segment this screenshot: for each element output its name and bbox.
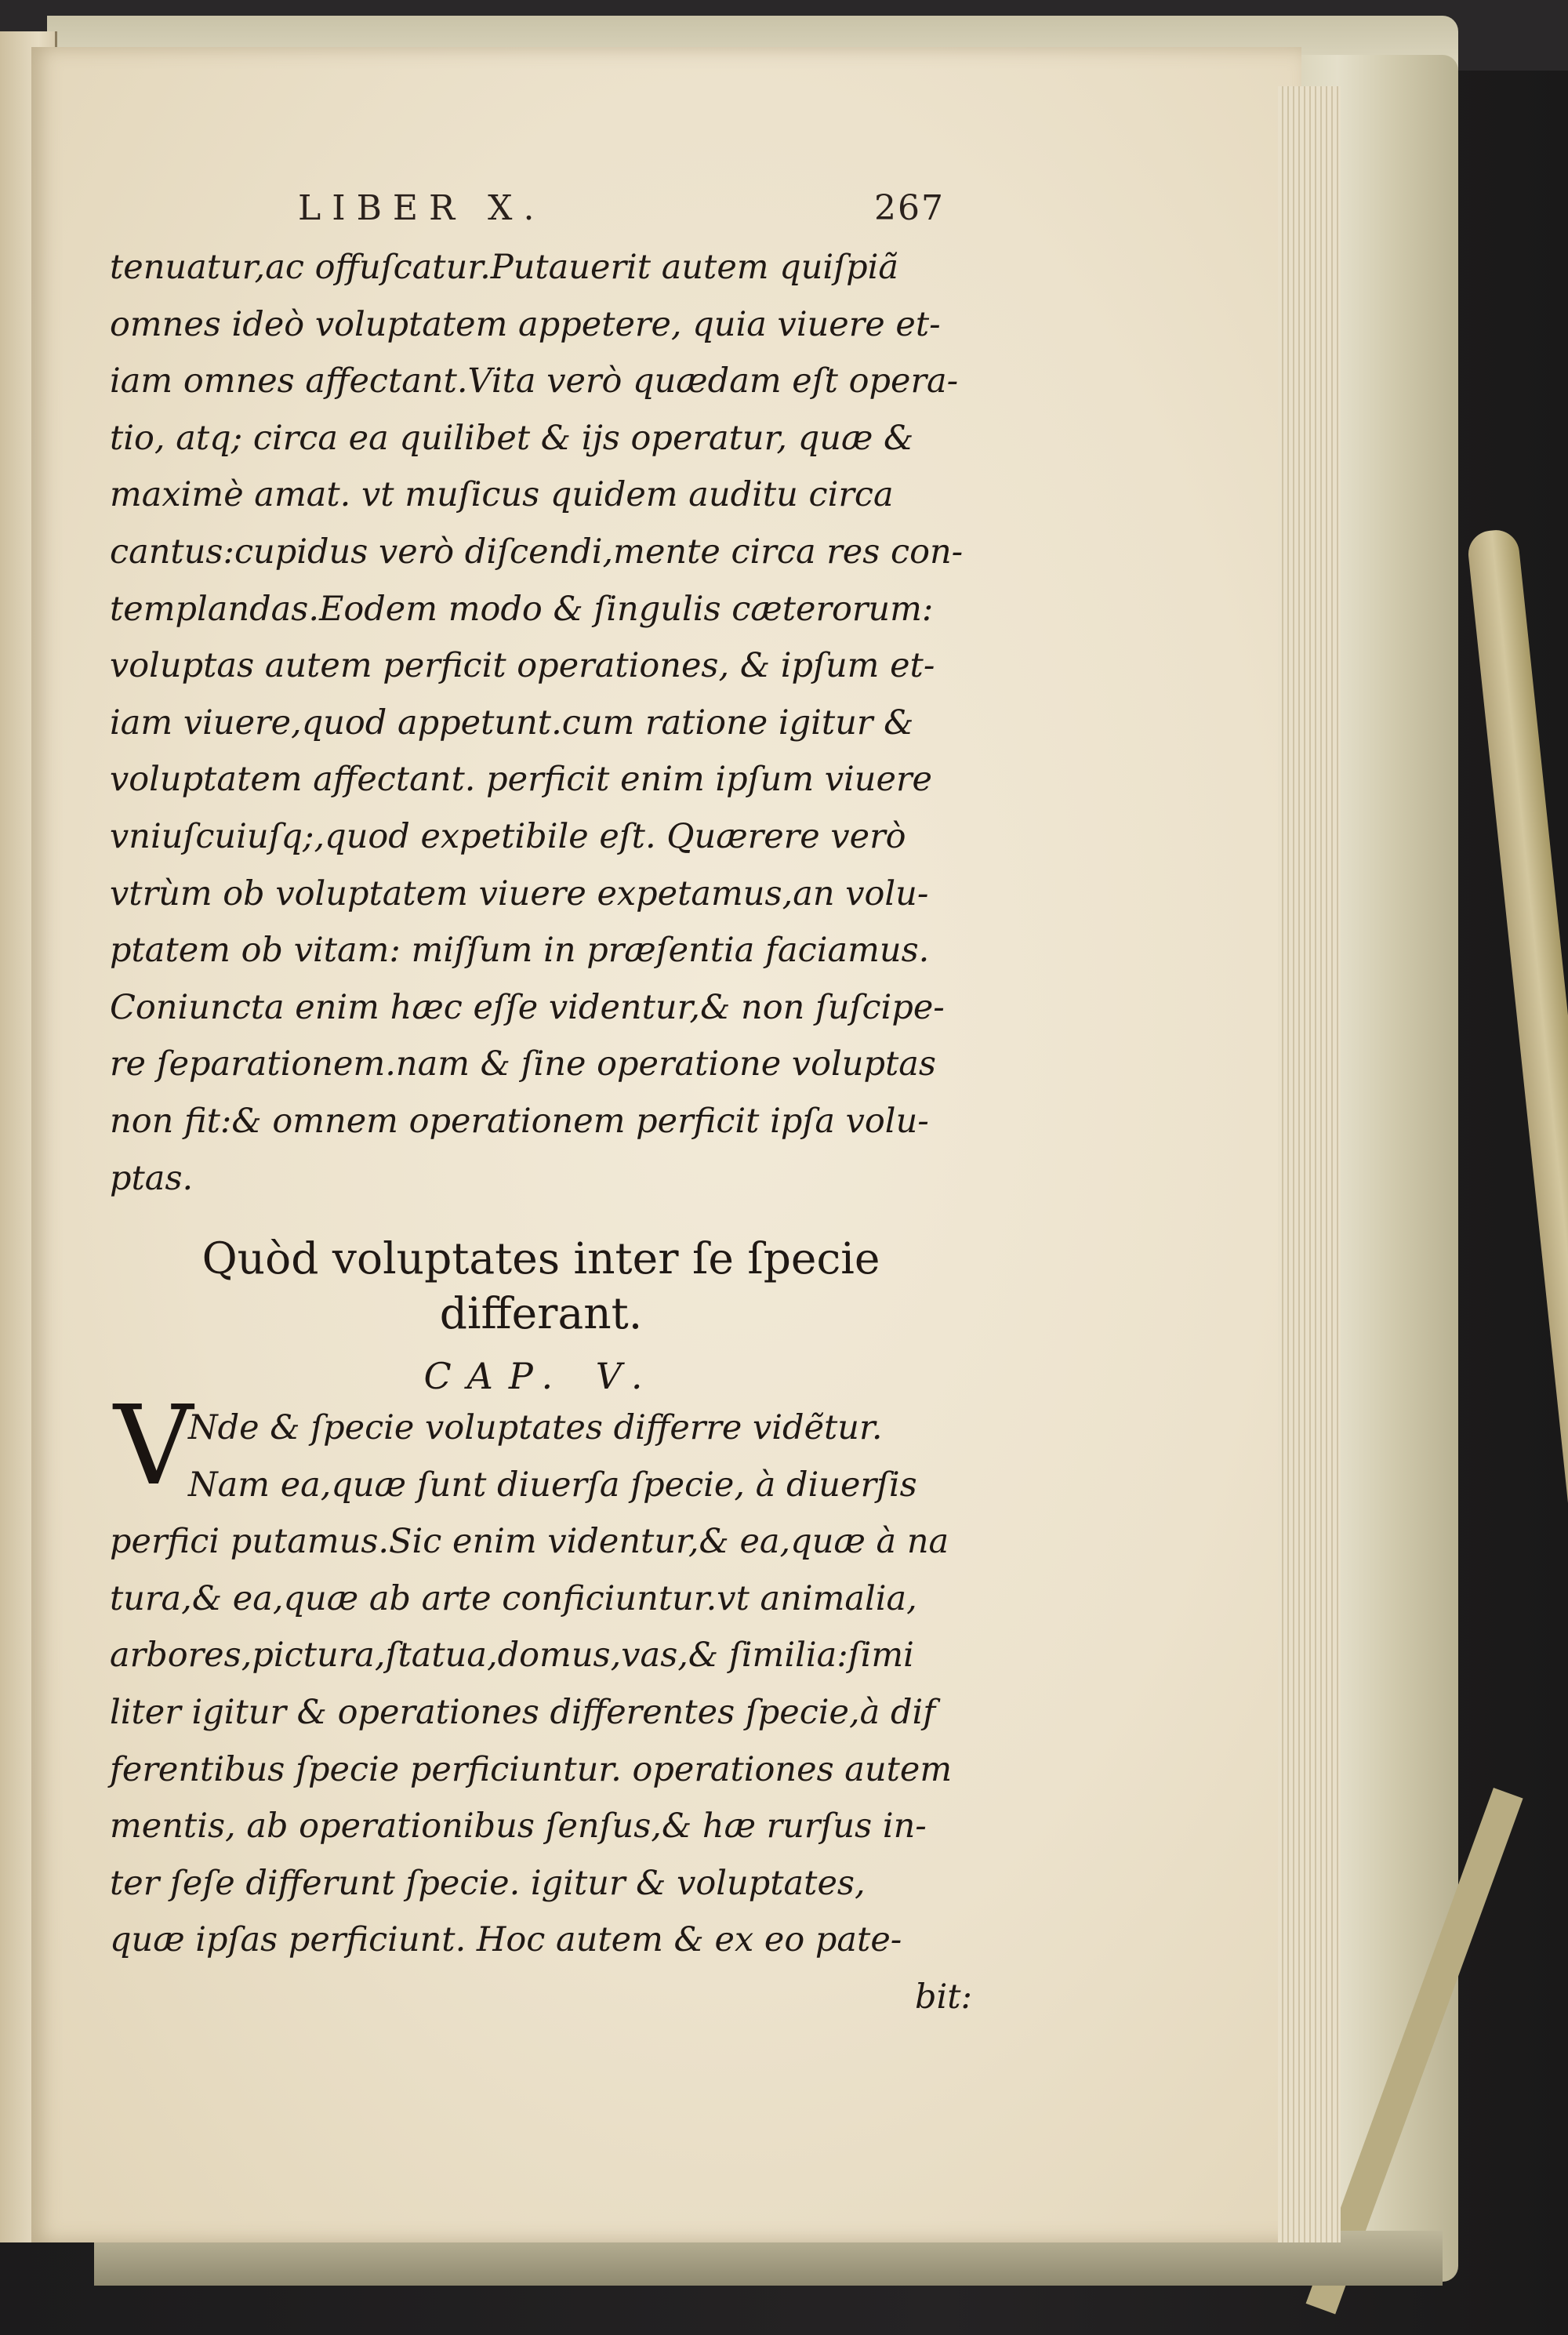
text-line: Coniuncta enim hæc eſſe videntur,& non ſuſcipe- [110,987,945,1027]
text-line: tura,& ea,quæ ab arte conficiuntur.vt animalia, [110,1578,917,1618]
text-line: liter igitur & operationes differentes ſpecie,à dif [110,1692,936,1732]
text-line: quæ ipſas perficiunt. Hoc autem & ex eo pate- [110,1920,902,1960]
text-line: templandas.Eodem modo & ſingulis cæterorum: [110,589,934,629]
page-block-edges [1278,86,1341,2242]
text-line: Nam ea,quæ ſunt diuerſa ſpecie, à diuerſis [188,1465,917,1505]
running-head-title: LIBER X. [298,188,546,228]
text-line: re ſeparationem.nam & ſine operatione voluptas [110,1044,937,1084]
text-line: arbores,pictura,ſtatua,domus,vas,& ſimilia:ſimi [110,1636,914,1676]
text-line: ptas. [110,1158,194,1198]
text-line: maximè amat. vt muſicus quidem auditu circa [110,475,894,515]
text-line: tenuatur,ac offuſcatur.Putauerit autem quiſpiã [110,248,899,287]
text-line: vtrùm ob voluptatem viuere expetamus,an volu- [110,873,929,913]
text-line: omnes ideò voluptatem appetere, quia viuere et- [110,304,941,344]
page-number: 267 [874,188,945,228]
text-line: ter ſeſe differunt ſpecie. igitur & voluptates, [110,1863,866,1903]
text-line: vniuſcuiuſq;,quod expetibile eſt. Quærere verò [110,816,906,856]
running-head [298,188,956,243]
text-line: ferentibus ſpecie perficiuntur. operationes autem [110,1749,953,1789]
text-line: ptatem ob vitam: miſſum in præſentia faciamus. [110,931,930,971]
chapter-text [110,1400,972,2026]
text-line: cantus:cupidus verò diſcendi,mente circa res con- [110,532,964,572]
body-text [110,239,972,1207]
chapter-heading [110,1231,972,1341]
drop-cap-initial: V [114,1382,194,1510]
text-line: voluptatem affectant. perficit enim ipſum viuere [110,760,932,800]
text-line: perfici putamus.Sic enim videntur,& ea,quæ à na [110,1522,949,1562]
chapter-heading-line: Quòd voluptates inter ſe ſpecie [201,1233,880,1284]
chapter-heading-line: differant. [439,1288,643,1338]
text-line: iam omnes affectant.Vita verò quædam eſt opera- [110,361,959,401]
text-line: iam viuere,quod appetunt.cum ratione igitur & [110,703,914,743]
text-line: tio, atq; circa ea quilibet & ijs operatur, quæ & [110,418,914,458]
ribbon-bookmark [1466,528,1568,1781]
text-line: bit: [914,1977,972,2017]
text-line: non fit:& omnem operationem perficit ipſa volu- [110,1101,929,1141]
text-line: voluptas autem perficit operationes, & ipſum et- [110,646,935,686]
chapter-label: CAP. V. [423,1355,659,1397]
text-line: mentis, ab operationibus ſenſus,& hæ rurſus in- [110,1807,927,1847]
text-line: Nde & ſpecie voluptates differre vidẽtur. [188,1408,883,1447]
